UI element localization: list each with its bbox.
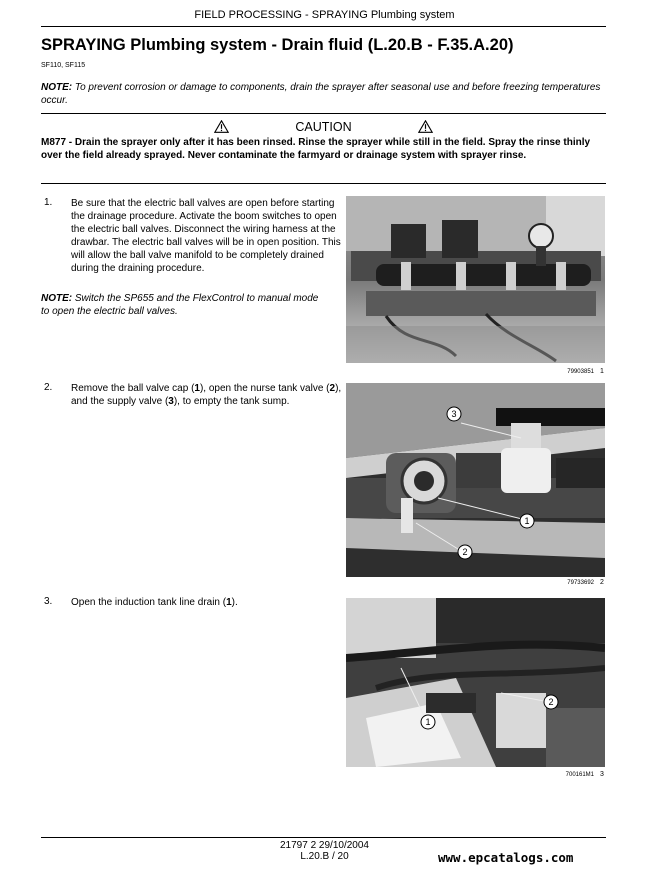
step-2-ref-2: 2 — [329, 383, 336, 394]
step-3-text-part: ). — [231, 597, 238, 608]
caution-code: M877 — [41, 137, 67, 148]
step-1-number: 1. — [44, 197, 53, 208]
figure-3-photo — [346, 598, 605, 767]
step-3-number: 3. — [44, 596, 53, 607]
footer-page: L.20.B / 20 — [300, 851, 349, 862]
callout-1: 1 — [425, 717, 431, 727]
step-2-ref-1: 1 — [194, 383, 200, 394]
step-1-note-label: NOTE: — [41, 293, 73, 304]
note-text: To prevent corrosion or damage to components, drain the sprayer after seasonal use and before freezing temperatures occur. — [41, 82, 601, 106]
footer-rule — [41, 837, 606, 838]
caution-body: - Drain the sprayer only after it has been rinsed. Rinse the sprayer while still in the field. Spray the rinse thinly over the field already sprayed. Never contaminate the farmyard or drainage system with sprayer rinse. — [41, 137, 591, 161]
step-1-text: Be sure that the electric ball valves are open before starting the drainage procedure. Activate the boom switches to open the electric ball valves. Disconnect the wiring harness at the drawbar. The electric ball valves will be in open position. This will allow the ball valve manifold to be completely drained during the draining procedure. — [71, 198, 341, 274]
section-header: FIELD PROCESSING - SPRAYING Plumbing system — [194, 9, 455, 21]
figure-2-number: 2 — [600, 579, 604, 586]
caution-text — [41, 136, 606, 162]
figure-1-reference: 79903851 — [567, 369, 594, 375]
callout-3: 3 — [451, 409, 457, 419]
callout-1: 1 — [524, 516, 530, 526]
figure-2-reference: 79733692 — [567, 580, 594, 586]
note-label: NOTE: — [41, 82, 73, 93]
step-2-text-part: ), and the supply valve ( — [71, 383, 342, 407]
header-rule — [41, 26, 606, 27]
step-2-text-part: ), to empty the tank sump. — [173, 396, 290, 407]
step-3-text-part: Open the induction tank line drain ( — [71, 597, 227, 608]
callout-2: 2 — [548, 697, 554, 707]
figure-3-reference: 700161M1 — [565, 772, 594, 778]
page-title: SPRAYING Plumbing system - Drain fluid (L.20.B - F.35.A.20) — [41, 36, 514, 54]
footer-date: 21797 2 29/10/2004 — [280, 840, 369, 851]
step-2-text — [71, 382, 343, 408]
callout-2: 2 — [462, 547, 468, 557]
figure-3-number: 3 — [600, 771, 604, 778]
caution-top-rule — [41, 113, 606, 114]
model-list: SF110, SF115 — [41, 62, 86, 69]
figure-1-number: 1 — [600, 368, 604, 375]
step-2-ref-3: 3 — [168, 396, 174, 407]
figure-2-photo — [346, 383, 605, 577]
step-3-text — [71, 596, 343, 609]
caution-heading — [41, 120, 606, 135]
caution-bottom-rule — [41, 183, 606, 184]
caution-word: CAUTION — [295, 120, 352, 134]
figure-1-photo — [346, 196, 605, 363]
watermark-link[interactable]: www.epcatalogs.com — [438, 850, 574, 865]
step-1-note — [41, 292, 326, 318]
step-2-text-part: ), open the nurse tank valve ( — [199, 383, 330, 394]
intro-note — [41, 81, 606, 107]
warning-triangle-icon — [418, 120, 433, 133]
step-1-note-text: Switch the SP655 and the FlexControl to manual mode to open the electric ball valves. — [41, 293, 319, 317]
step-2-number: 2. — [44, 382, 53, 393]
step-3-ref-1: 1 — [226, 597, 232, 608]
step-2-text-part: Remove the ball valve cap ( — [71, 383, 195, 394]
